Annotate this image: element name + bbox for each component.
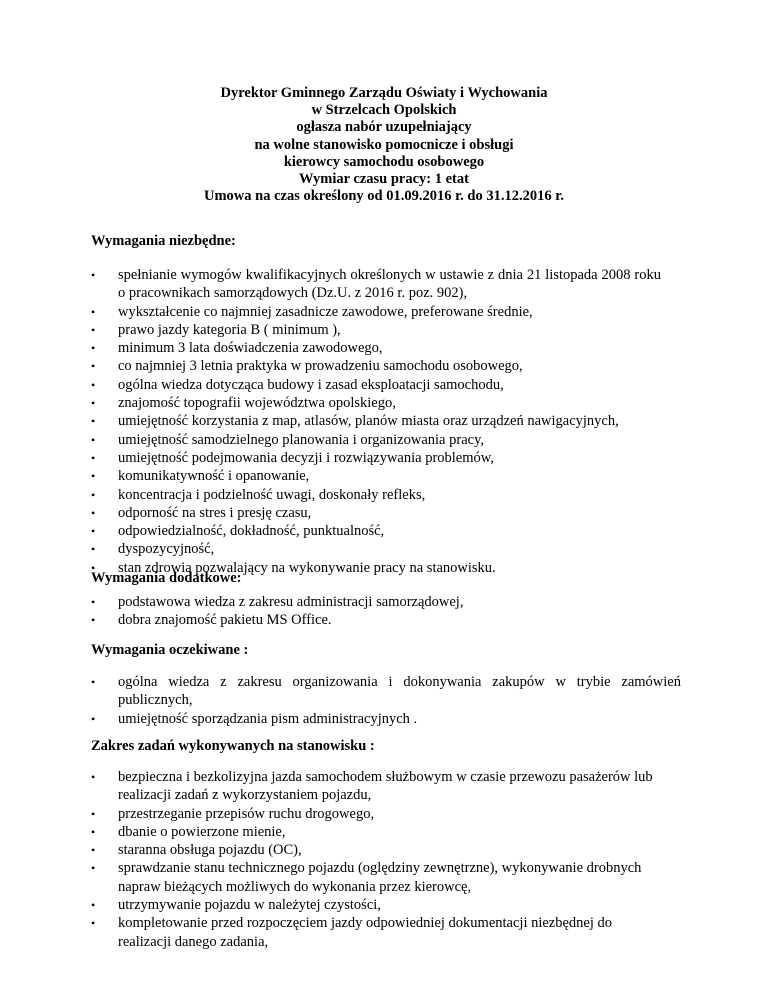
list-item: • utrzymywanie pojazdu w należytej czystości, xyxy=(91,896,681,914)
list-item: • spełnianie wymogów kwalifikacyjnych określonych w ustawie z dnia 21 listopada 2008 roku o pracownikach samorządowych (Dz.U. z 2016 r. poz. 902), xyxy=(91,266,661,303)
list-item: • umiejętność samodzielnego planowania i organizowania pracy, xyxy=(91,431,681,449)
header-line: Wymiar czasu pracy: 1 etat xyxy=(299,171,469,188)
header-line: ogłasza nabór uzupełniający xyxy=(296,119,472,136)
header-line: w Strzelcach Opolskich xyxy=(311,102,457,119)
list-item: • umiejętność podejmowania decyzji i rozwiązywania problemów, xyxy=(91,449,681,467)
section-heading-expected: Wymagania oczekiwane : xyxy=(91,642,249,658)
list-item: • minimum 3 lata doświadczenia zawodowego, xyxy=(91,339,681,357)
list-item: • stan zdrowia pozwalający na wykonywanie pracy na stanowisku. xyxy=(91,559,681,577)
list-item: • przestrzeganie przepisów ruchu drogowego, xyxy=(91,805,681,823)
required-list xyxy=(91,266,681,577)
list-item: • koncentracja i podzielność uwagi, doskonały refleks, xyxy=(91,486,681,504)
list-item: • umiejętność sporządzania pism administracyjnych . xyxy=(91,710,681,728)
list-item: • odpowiedzialność, dokładność, punktualność, xyxy=(91,522,681,540)
list-item: • znajomość topografii województwa opolskiego, xyxy=(91,394,681,412)
list-item: • komunikatywność i opanowanie, xyxy=(91,467,681,485)
header-line: kierowcy samochodu osobowego xyxy=(283,153,485,170)
additional-list xyxy=(91,593,681,630)
list-item: • ogólna wiedza dotycząca budowy i zasad eksploatacji samochodu, xyxy=(91,376,681,394)
list-item: • umiejętność korzystania z map, atlasów, planów miasta oraz urządzeń nawigacyjnych, xyxy=(91,412,681,430)
list-item: • staranna obsługa pojazdu (OC), xyxy=(91,841,681,859)
list-item: • prawo jazdy kategoria B ( minimum ), xyxy=(91,321,681,339)
header-line: Dyrektor Gminnego Zarządu Oświaty i Wychowania xyxy=(220,85,548,101)
list-item: • wykształcenie co najmniej zasadnicze zawodowe, preferowane średnie, xyxy=(91,303,681,321)
list-item: • dyspozycyjność, xyxy=(91,540,681,558)
section-heading-required: Wymagania niezbędne: xyxy=(91,233,236,249)
list-item: • sprawdzanie stanu technicznego pojazdu (oględziny zewnętrzne), wykonywanie drobnych napraw bieżących możliwych do wykonania przez kierowcę, xyxy=(91,859,681,896)
list-item: • kompletowanie przed rozpoczęciem jazdy odpowiedniej dokumentacji niezbędnej do realizacji danego zadania, xyxy=(91,914,658,951)
header-line: na wolne stanowisko pomocnicze i obsługi xyxy=(254,136,514,153)
list-item: • bezpieczna i bezkolizyjna jazda samochodem służbowym w czasie przewozu pasażerów lub realizacji zadań z wykorzystaniem pojazdu, xyxy=(91,768,681,805)
list-item: • odporność na stres i presję czasu, xyxy=(91,504,681,522)
list-item: • ogólna wiedza z zakresu organizowania i dokonywania zakupów w trybie zamówień publicznych, xyxy=(91,673,681,710)
expected-list xyxy=(91,673,681,728)
section-heading-duties: Zakres zadań wykonywanych na stanowisku : xyxy=(91,738,375,754)
duties-list xyxy=(91,768,681,951)
header-line: Umowa na czas określony od 01.09.2016 r. do 31.12.2016 r. xyxy=(204,188,564,205)
list-item: • podstawowa wiedza z zakresu administracji samorządowej, xyxy=(91,593,681,611)
list-item: • co najmniej 3 letnia praktyka w prowadzeniu samochodu osobowego, xyxy=(91,357,681,375)
announcement-header xyxy=(0,85,768,205)
list-item: • dobra znajomość pakietu MS Office. xyxy=(91,611,681,629)
section-heading-additional: Wymagania dodatkowe: xyxy=(91,570,242,586)
list-item: • dbanie o powierzone mienie, xyxy=(91,823,681,841)
